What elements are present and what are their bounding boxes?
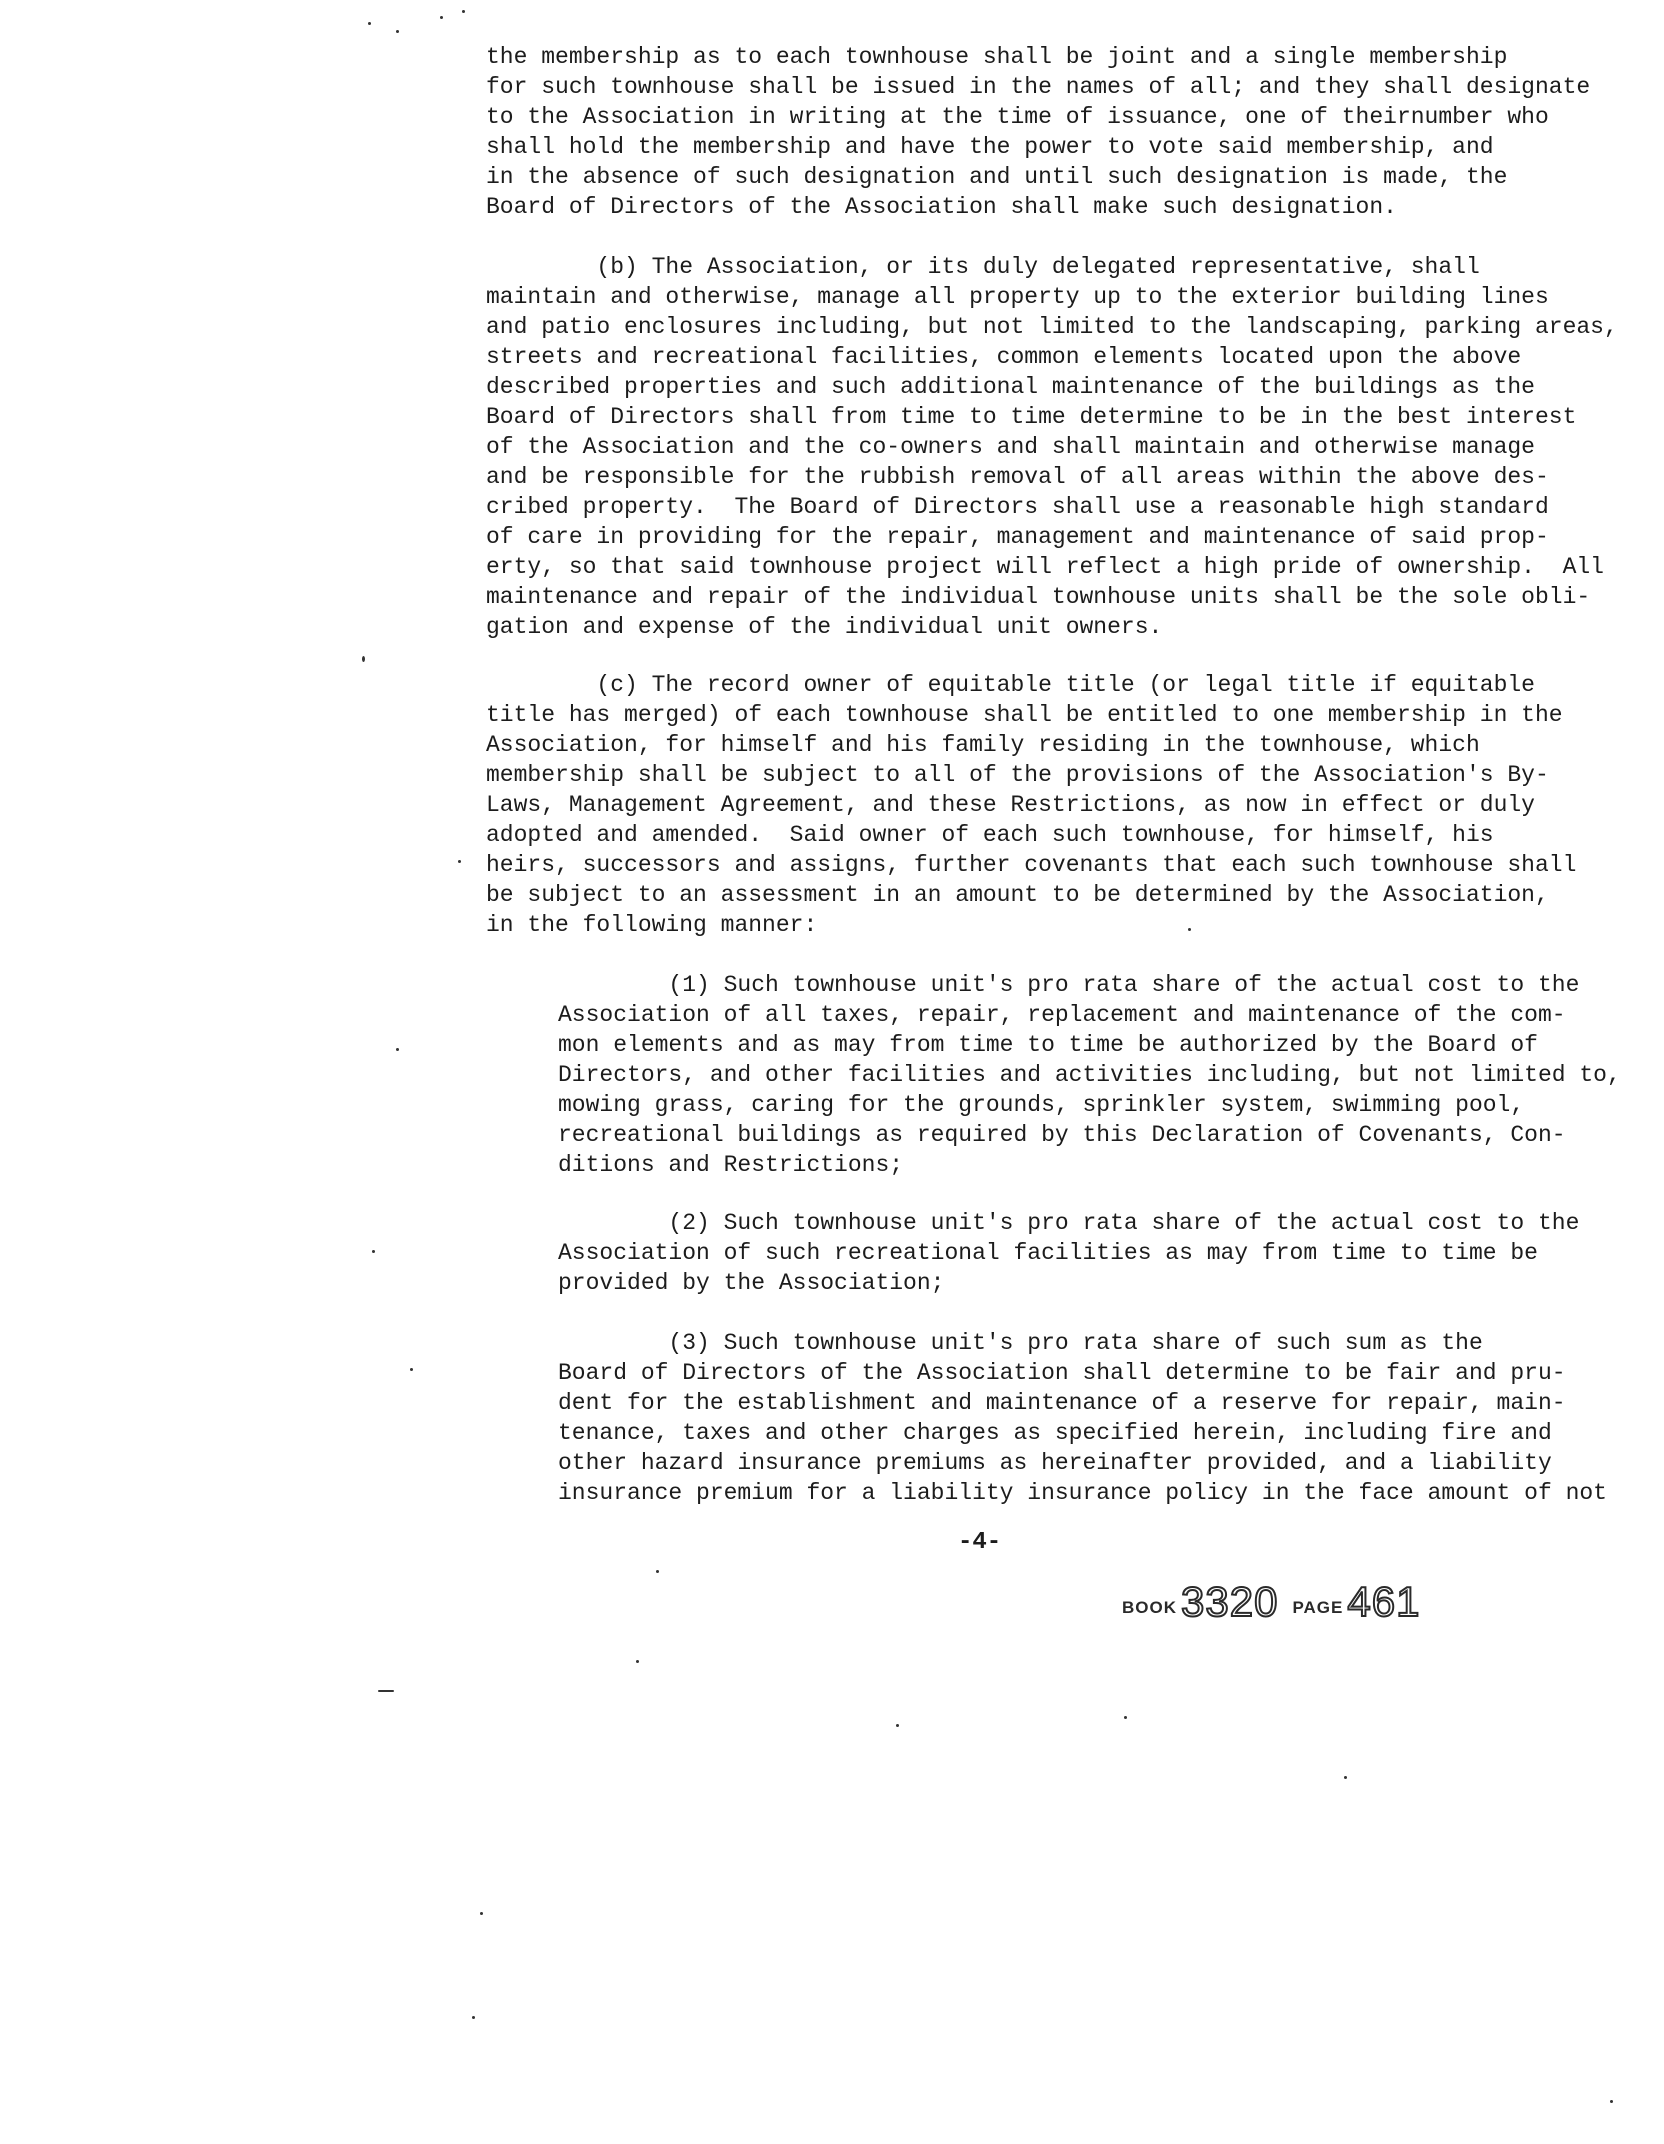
text-line: heirs, successors and assigns, further covenants that each such townhouse shall — [486, 852, 1577, 878]
book-page-stamp — [1122, 1574, 1434, 1624]
scan-speck — [396, 1048, 399, 1051]
text-line: ditions and Restrictions; — [558, 1152, 904, 1178]
text-line: the membership as to each townhouse shall be joint and a single membership — [486, 44, 1508, 70]
text-line: Association of such recreational facilities as may from time to time be — [558, 1240, 1538, 1266]
text-line: (b) The Association, or its duly delegated representative, shall — [486, 254, 1480, 280]
text-line: tenance, taxes and other charges as specified herein, including fire and — [558, 1420, 1552, 1446]
scan-speck — [372, 1250, 375, 1253]
scan-speck — [636, 1660, 639, 1663]
text-line: other hazard insurance premiums as hereinafter provided, and a liability — [558, 1450, 1552, 1476]
text-line: (1) Such townhouse unit's pro rata share of the actual cost to the — [558, 972, 1580, 998]
text-line: be subject to an assessment in an amount to be determined by the Association, — [486, 882, 1549, 908]
scan-speck — [362, 656, 365, 662]
text-line: recreational buildings as required by this Declaration of Covenants, Con- — [558, 1122, 1566, 1148]
text-line: erty, so that said townhouse project will reflect a high pride of ownership. All — [486, 554, 1604, 580]
scan-speck — [410, 1368, 413, 1371]
scan-speck — [656, 1570, 659, 1573]
scan-speck — [1124, 1716, 1127, 1719]
text-line: of the Association and the co-owners and shall maintain and otherwise manage — [486, 434, 1535, 460]
text-line: adopted and amended. Said owner of each such townhouse, for himself, his — [486, 822, 1494, 848]
text-line: Directors, and other facilities and activities including, but not limited to, — [558, 1062, 1621, 1088]
scan-speck — [472, 2016, 475, 2019]
text-line: streets and recreational facilities, common elements located upon the above — [486, 344, 1522, 370]
text-line: (2) Such townhouse unit's pro rata share of the actual cost to the — [558, 1210, 1580, 1236]
text-line: shall hold the membership and have the power to vote said membership, and — [486, 134, 1494, 160]
page-ref-number: 461 — [1347, 1578, 1421, 1625]
text-line: maintain and otherwise, manage all property up to the exterior building lines — [486, 284, 1549, 310]
text-line: and patio enclosures including, but not limited to the landscaping, parking areas, — [486, 314, 1618, 340]
text-line: dent for the establishment and maintenance of a reserve for repair, main- — [558, 1390, 1566, 1416]
book-number: 3320 — [1181, 1578, 1279, 1625]
text-line: gation and expense of the individual unit owners. — [486, 614, 1163, 640]
scan-speck — [440, 16, 443, 19]
text-line: Board of Directors of the Association shall make such designation. — [486, 194, 1397, 220]
text-line: Association, for himself and his family residing in the townhouse, which — [486, 732, 1480, 758]
text-line: maintenance and repair of the individual townhouse units shall be the sole obli- — [486, 584, 1591, 610]
scan-speck — [396, 30, 399, 33]
text-line: membership shall be subject to all of the provisions of the Association's By- — [486, 762, 1549, 788]
text-line: in the absence of such designation and until such designation is made, the — [486, 164, 1508, 190]
book-label: BOOK — [1122, 1598, 1177, 1617]
page-number: -4- — [958, 1529, 1002, 1556]
text-line: to the Association in writing at the time of issuance, one of theirnumber who — [486, 104, 1549, 130]
text-line: (3) Such townhouse unit's pro rata share of such sum as the — [558, 1330, 1483, 1356]
text-line: Board of Directors of the Association shall determine to be fair and pru- — [558, 1360, 1566, 1386]
text-line: mowing grass, caring for the grounds, sprinkler system, swimming pool, — [558, 1092, 1525, 1118]
scan-speck — [458, 860, 461, 863]
scan-speck — [1344, 1776, 1347, 1779]
text-line: for such townhouse shall be issued in the names of all; and they shall designate — [486, 74, 1591, 100]
text-line: cribed property. The Board of Directors shall use a reasonable high standard — [486, 494, 1549, 520]
text-line: described properties and such additional maintenance of the buildings as the — [486, 374, 1535, 400]
text-line: Laws, Management Agreement, and these Restrictions, as now in effect or duly — [486, 792, 1535, 818]
text-line: of care in providing for the repair, management and maintenance of said prop- — [486, 524, 1549, 550]
scan-speck — [1610, 2100, 1613, 2103]
text-line: insurance premium for a liability insurance policy in the face amount of not — [558, 1480, 1607, 1506]
text-line: in the following manner: — [486, 912, 818, 938]
text-line: Board of Directors shall from time to time determine to be in the best interest — [486, 404, 1577, 430]
page-label: PAGE — [1292, 1598, 1344, 1617]
text-line: title has merged) of each townhouse shall be entitled to one membership in the — [486, 702, 1563, 728]
scan-speck — [896, 1724, 899, 1727]
text-line: (c) The record owner of equitable title (or legal title if equitable — [486, 672, 1535, 698]
text-line: Association of all taxes, repair, replacement and maintenance of the com- — [558, 1002, 1566, 1028]
scan-speck — [368, 22, 371, 25]
scan-speck — [462, 10, 465, 13]
text-line: provided by the Association; — [558, 1270, 945, 1296]
text-line: and be responsible for the rubbish removal of all areas within the above des- — [486, 464, 1549, 490]
scan-speck — [378, 1690, 394, 1692]
scan-speck — [480, 1912, 483, 1915]
text-line: mon elements and as may from time to time be authorized by the Board of — [558, 1032, 1538, 1058]
